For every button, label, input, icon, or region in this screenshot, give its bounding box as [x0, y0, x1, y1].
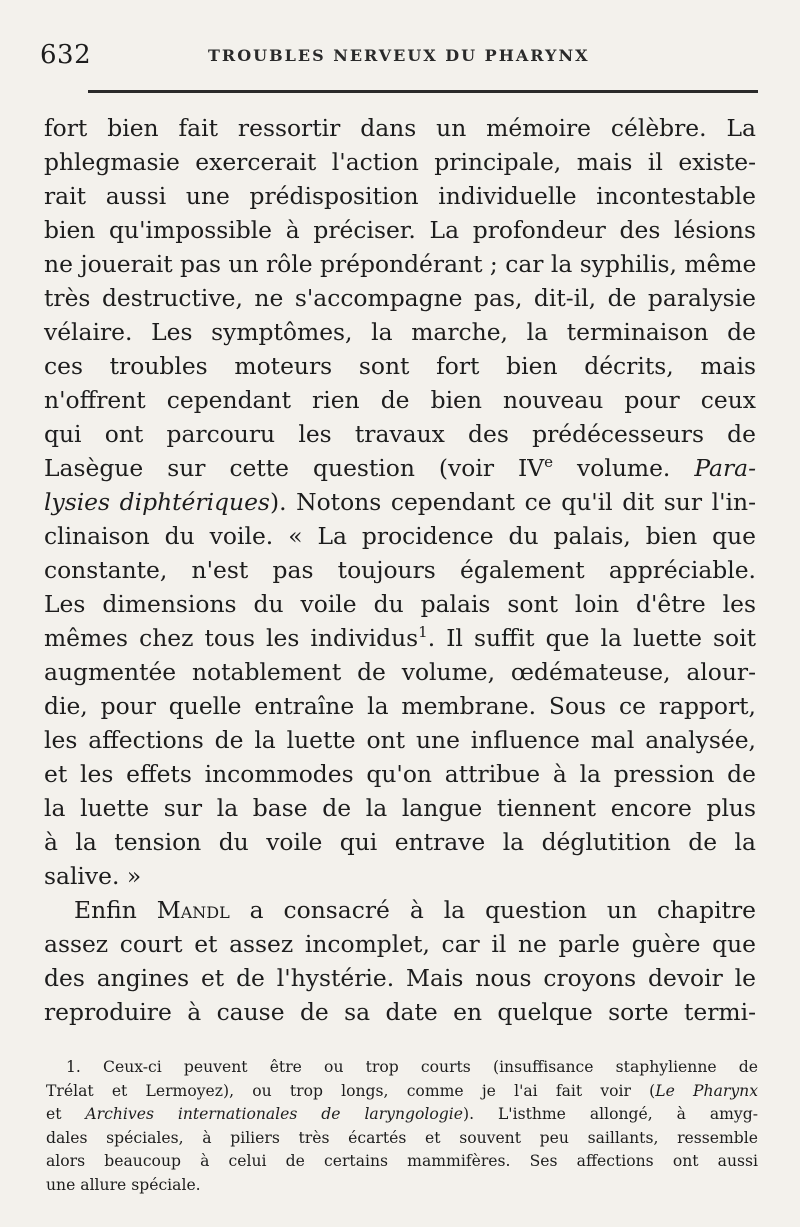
italic-title: Para- [694, 454, 757, 482]
text-run: ). Notons cependant ce qu'il dit sur l'in- [269, 488, 756, 516]
text-line: rait aussi une prédisposition individuelle incontestable [44, 182, 756, 210]
text-line: qui ont parcouru les travaux des prédécesseurs de [44, 420, 756, 448]
page-header [40, 38, 760, 72]
footnote-line: une allure spéciale. [46, 1175, 201, 1194]
text-run: . Il suffit que la luette soit [427, 624, 757, 652]
footnote-line [46, 1103, 758, 1127]
text-line: constante, n'est pas toujours également appréciable. [44, 556, 756, 584]
footnote-line: 1. Ceux-ci peuvent être ou trop courts (insuffisance staphylienne de [66, 1058, 758, 1076]
text-line: des angines et de l'hystérie. Mais nous croyons devoir le [44, 964, 756, 992]
author-name: Mandl [156, 896, 230, 924]
text-run: Lasègue sur cette question (voir IV [44, 454, 545, 482]
text-line: assez court et assez incomplet, car il ne parle guère que [44, 930, 756, 958]
text-line: reproduire à cause de sa date en quelque sorte termi- [44, 998, 756, 1026]
text-line [44, 451, 756, 485]
text-line: la luette sur la base de la langue tiennent encore plus [44, 794, 756, 822]
text-line: vélaire. Les symptômes, la marche, la terminaison de [44, 318, 756, 346]
text-line: ces troubles moteurs sont fort bien décrits, mais [44, 352, 756, 380]
footnote-line: alors beaucoup à celui de certains mammifères. Ses affections ont aussi [46, 1152, 758, 1170]
text-line: à la tension du voile qui entrave la déglutition de la [44, 828, 756, 856]
text-line [44, 893, 756, 927]
text-run: volume. [553, 454, 695, 482]
text-run: et [46, 1105, 86, 1123]
footnote-line: dales spéciales, à piliers très écartés et souvent peu saillants, ressemble [46, 1128, 758, 1147]
text-line: augmentée notablement de volume, œdémateuse, alour- [44, 658, 756, 686]
text-run: Trélat et Lermoyez), ou trop longs, comme je l'ai fait voir ( [46, 1081, 656, 1100]
page-number: 632 [40, 40, 92, 70]
text-line: très destructive, ne s'accompagne pas, dit-il, de paralysie [44, 284, 756, 312]
text-line: bien qu'impossible à préciser. La profondeur des lésions [44, 216, 756, 244]
text-line: phlegmasie exercerait l'action principale, mais il existe- [44, 148, 756, 176]
footnote-reference: 1 [418, 623, 428, 641]
header-rule [88, 90, 758, 93]
superscript: e [544, 453, 554, 471]
text-run: ). L'isthme allongé, à amyg- [462, 1105, 758, 1123]
text-line: et les effets incommodes qu'on attribue à la pression de [44, 760, 756, 788]
text-line: ne jouerait pas un rôle prépondérant ; car la syphilis, même [44, 250, 757, 278]
text-line: die, pour quelle entraîne la membrane. Sous ce rapport, [44, 692, 756, 720]
italic-title: lysies diphtériques [44, 488, 270, 516]
text-line: n'offrent cependant rien de bien nouveau pour ceux [44, 386, 756, 414]
text-line: fort bien fait ressortir dans un mémoire célèbre. La [44, 114, 756, 142]
footnotes [46, 1056, 758, 1197]
text-line: clinaison du voile. « La procidence du palais, bien que [44, 522, 756, 550]
running-head: TROUBLES NERVEUX DU PHARYNX [208, 46, 590, 65]
text-line: Les dimensions du voile du palais sont loin d'être les [44, 590, 756, 618]
text-run: Enfin [74, 896, 157, 924]
footnote-line [46, 1080, 758, 1104]
text-run: mêmes chez tous les individus [44, 624, 419, 652]
text-line: les affections de la luette ont une influence mal analysée, [44, 726, 756, 754]
text-run: a consacré à la question un chapitre [229, 896, 756, 924]
main-text [44, 111, 756, 1029]
text-line: salive. » [44, 862, 142, 890]
text-line [44, 485, 756, 519]
text-line [44, 621, 756, 655]
italic-title: Le Pharynx [655, 1081, 758, 1100]
italic-title: Archives internationales de laryngologie [85, 1105, 463, 1123]
